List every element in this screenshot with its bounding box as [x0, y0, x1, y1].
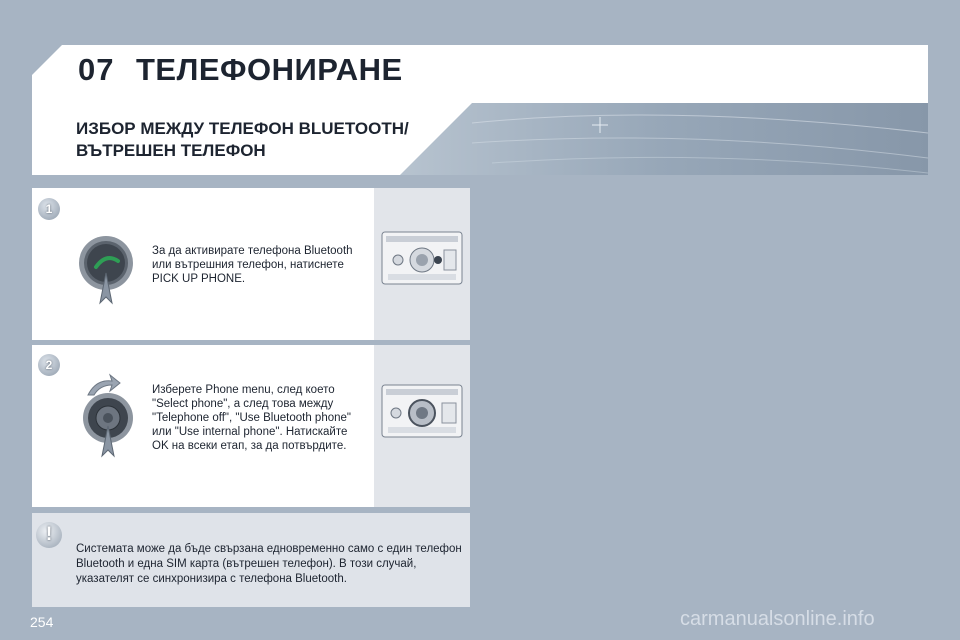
step-1-text: За да активирате телефона Bluetooth или вътрешния телефон, натиснете PICK UP PHONE.	[152, 245, 353, 285]
chapter-number: 07	[78, 52, 115, 87]
note-text: Системата може да бъде свързана едновременно само с един телефон Bluetooth и една SIM карта (вътрешен телефон). В този случай, указателят се синхронизира с телефона Bluetooth.	[76, 543, 462, 585]
chapter-title: ТЕЛЕФОНИРАНЕ	[136, 52, 403, 87]
step-1-badge: 1	[38, 198, 60, 220]
section-title: ИЗБОР МЕЖДУ ТЕЛЕФОН BLUETOOTH/ ВЪТРЕШЕН ТЕЛЕФОН	[76, 119, 409, 160]
phone-button-icon	[76, 233, 136, 305]
radio-panel-icon	[374, 188, 470, 340]
page-number: 254	[30, 614, 54, 630]
watermark: carmanualsonline.info	[680, 608, 875, 630]
warning-icon: !	[36, 522, 62, 548]
rotary-knob-icon	[78, 390, 138, 458]
step-1-photo	[374, 188, 470, 340]
step-2-text: Изберете Phone menu, след което "Select phone", а след това между "Telephone off", "Use Bluetooth phone" или "Use internal phone". Натискайте OK на всеки етап, за да потвърдите.	[152, 384, 351, 452]
step-2-badge: 2	[38, 354, 60, 376]
step-2-photo	[374, 345, 470, 507]
radio-panel-icon	[374, 345, 470, 507]
decorative-lines	[472, 103, 928, 175]
